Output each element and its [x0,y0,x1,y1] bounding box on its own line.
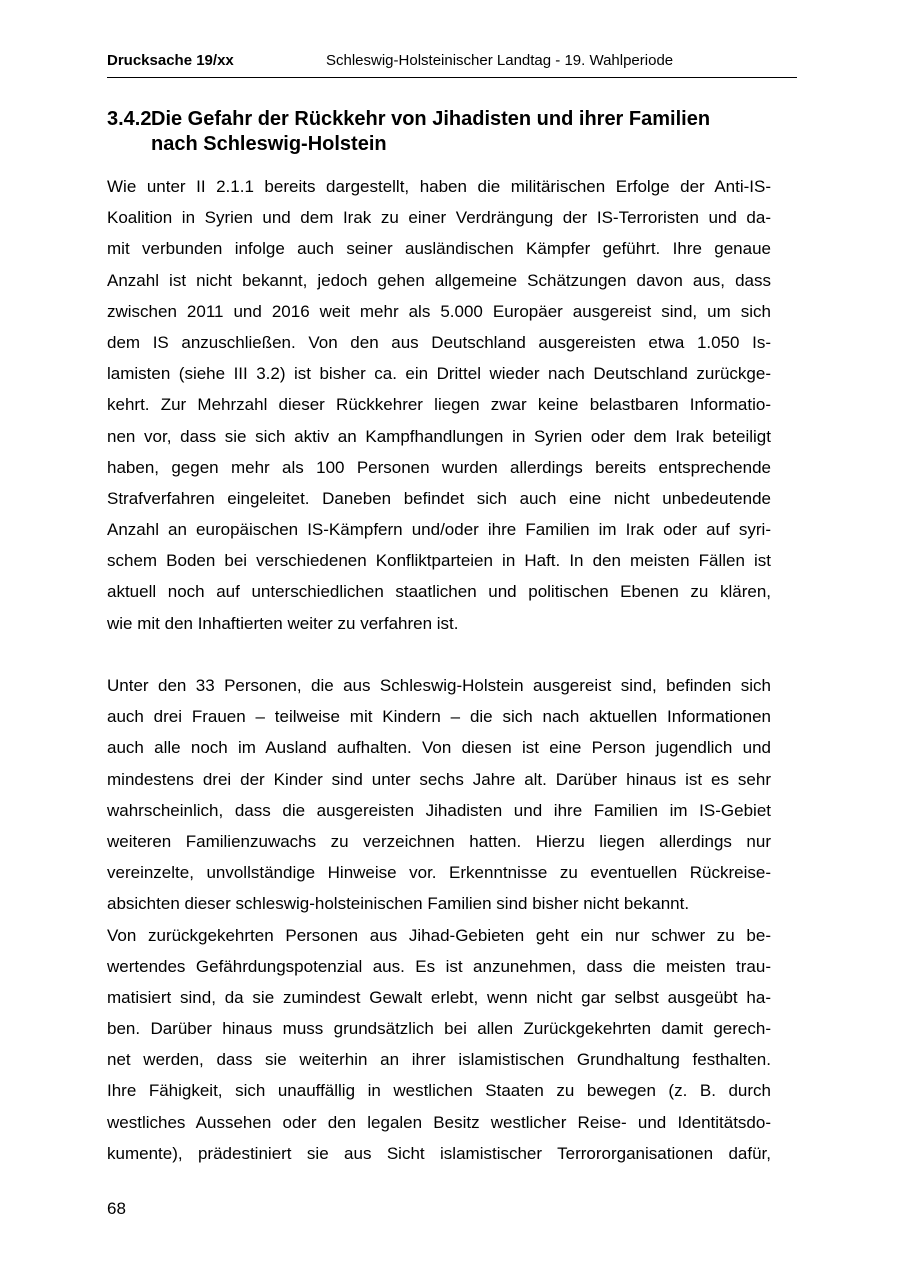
text-line: mindestens drei der Kinder sind unter sechs Jahre alt. Darüber hinaus ist es sehr [107,769,771,789]
text-line: haben, gegen mehr als 100 Personen wurden allerdings bereits entsprechende [107,457,771,477]
text-line: auch drei Frauen – teilweise mit Kindern – die sich nach aktuellen Informationen [107,707,771,727]
section-heading [107,107,771,157]
text-line: aktuell noch auf unterschiedlichen staatlichen und politischen Ebenen zu klären, [107,582,771,602]
text-line: dem IS anzuschließen. Von den aus Deutschland ausgereisten etwa 1.050 Is- [107,332,771,352]
text-line: wertendes Gefährdungspotenzial aus. Es ist anzunehmen, dass die meisten trau- [107,956,771,976]
parliament-period: Schleswig-Holsteinischer Landtag - 19. Wahlperiode [326,52,674,69]
text-line: wie mit den Inhaftierten weiter zu verfahren ist. [107,613,459,633]
text-line: Unter den 33 Personen, die aus Schleswig-Holstein ausgereist sind, befinden sich [107,676,771,695]
section-number: 3.4.2 [107,108,152,130]
page-number: 68 [107,1199,126,1218]
text-line: Wie unter II 2.1.1 bereits dargestellt, haben die militärischen Erfolge der Anti-IS- [107,177,771,196]
header-divider [107,77,797,78]
paragraph-3 [107,920,771,1170]
text-line: Ihre Fähigkeit, sich unauffällig in westlichen Staaten zu bewegen (z. B. durch [107,1081,771,1101]
text-line: weiteren Familienzuwachs zu verzeichnen hatten. Hierzu liegen allerdings nur [107,831,771,851]
text-line: Von zurückgekehrten Personen aus Jihad-Gebieten geht ein nur schwer zu be- [107,925,771,945]
text-line: schem Boden bei verschiedenen Konfliktparteien in Haft. In den meisten Fällen ist [107,551,771,571]
text-line: kehrt. Zur Mehrzahl dieser Rückkehrer liegen zwar keine belastbaren Informatio- [107,395,771,415]
document-number: Drucksache 19/xx [107,52,234,69]
text-line: net werden, dass sie weiterhin an ihrer islamistischen Grundhaltung festhalten. [107,1050,771,1070]
paragraph-1 [107,171,771,639]
text-line: mit verbunden infolge auch seiner ausländischen Kämpfer geführt. Ihre genaue [107,239,771,259]
text-line: ben. Darüber hinaus muss grundsätzlich bei allen Zurückgekehrten damit gerech- [107,1019,771,1039]
body-text [107,171,771,1169]
text-line: Strafverfahren eingeleitet. Daneben befindet sich auch eine nicht unbedeutende [107,488,771,508]
text-line: nen vor, dass sie sich aktiv an Kampfhandlungen in Syrien oder dem Irak beteiligt [107,426,771,446]
section-title-line2: nach Schleswig-Holstein [151,133,387,155]
text-line: auch alle noch im Ausland aufhalten. Von diesen ist eine Person jugendlich und [107,738,771,758]
text-line: Anzahl ist nicht bekannt, jedoch gehen allgemeine Schätzungen davon aus, dass [107,270,771,290]
paragraph-2 [107,670,771,920]
text-line: matisiert sind, da sie zumindest Gewalt erlebt, wenn nicht gar selbst ausgeübt ha- [107,987,771,1007]
text-line: Anzahl an europäischen IS-Kämpfern und/oder ihre Familien im Irak oder auf syri- [107,520,771,540]
text-line: vereinzelte, unvollständige Hinweise vor. Erkenntnisse zu eventuellen Rückreise- [107,863,771,883]
text-line: zwischen 2011 und 2016 weit mehr als 5.000 Europäer ausgereist sind, um sich [107,301,771,321]
text-line: lamisten (siehe III 3.2) ist bisher ca. ein Drittel wieder nach Deutschland zurückge- [107,364,771,384]
text-line: Koalition in Syrien und dem Irak zu einer Verdrängung der IS-Terroristen und da- [107,208,771,228]
section-title-line1: Die Gefahr der Rückkehr von Jihadisten und ihrer Familien [151,108,711,130]
text-line: absichten dieser schleswig-holsteinischen Familien sind bisher nicht bekannt. [107,894,690,914]
text-line: westliches Aussehen oder den legalen Besitz westlicher Reise- und Identitätsdo- [107,1112,771,1132]
text-line: kumente), prädestiniert sie aus Sicht islamistischer Terrororganisationen dafür, [107,1143,771,1163]
page-header [107,50,797,74]
paragraph-gap [107,639,771,670]
text-line: wahrscheinlich, dass die ausgereisten Jihadisten und ihre Familien im IS-Gebiet [107,800,771,820]
